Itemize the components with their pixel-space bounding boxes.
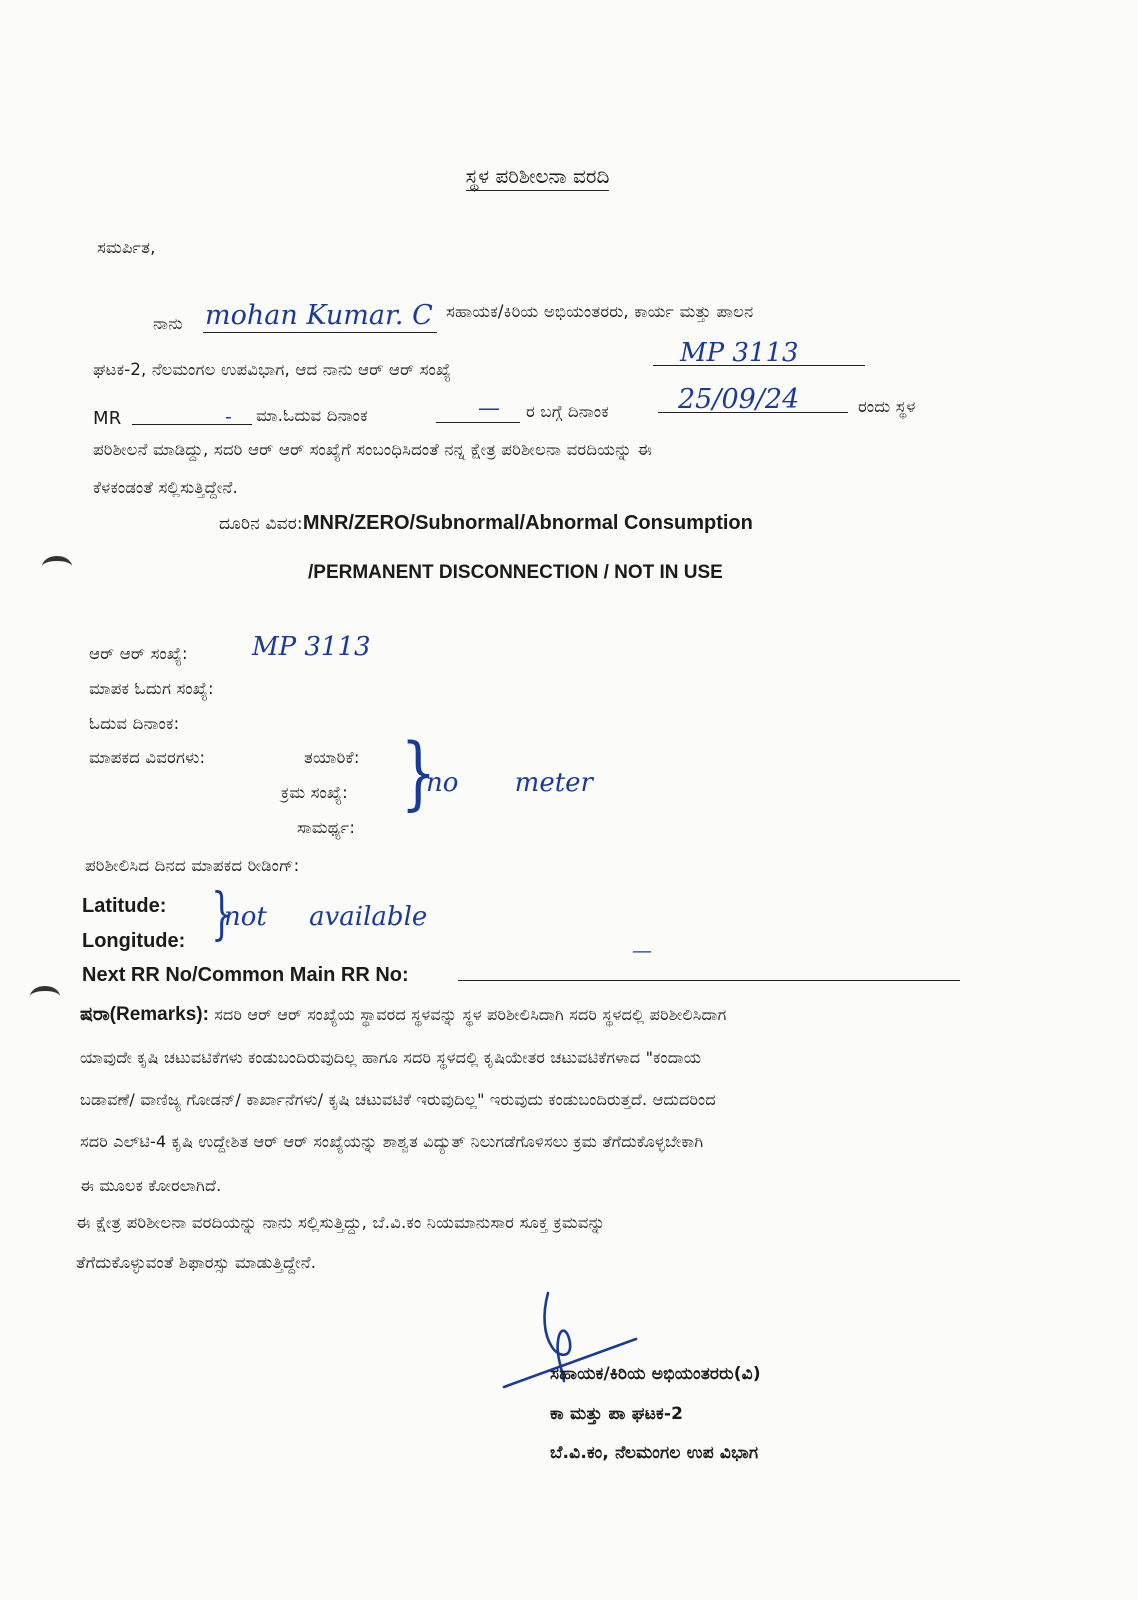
recommendation-line1: ಈ ಕ್ಷೇತ್ರ ಪರಿಶೀಲನಾ ವರದಿಯನ್ನು ನಾನು ಸಲ್ಲಿಸುತ್ತಿದ್ದು, ಬೆ.ವಿ.ಕಂ ನಿಯಮಾನುಸಾರ ಸೂಕ್ತ ಕ್ರಮವನ್ನು: [76, 1213, 606, 1232]
intro-line5: ಕೆಳಕಂಡಂತೆ ಸಲ್ಲಿಸುತ್ತಿದ್ದೇನೆ.: [93, 478, 238, 497]
about-date-label: ರ ಬಗ್ಗೆ ದಿನಾಂಕ: [526, 402, 609, 421]
mr-blank: [132, 424, 252, 425]
complaint-details: [219, 512, 753, 535]
remarks-line3: ಬಡಾವಣೆ/ ವಾಣಿಜ್ಯ ಗೋಡನ್/ ಕಾರ್ಖಾನೆಗಳು/ ಕೃಷಿ ಚಟುವಟಿಕೆ ಇರುವುದಿಲ್ಲ" ಇರುವುದು ಕಂಡುಬಂದಿರುತ್ತದೆ. ಆದುದರಿಂದ: [80, 1090, 716, 1109]
handwritten-meter: no meter: [426, 768, 593, 798]
handwritten-location: not available: [224, 902, 428, 932]
salutation: ಸಮರ್ಪಿತ,: [97, 238, 156, 257]
reading-date-field-label: ಓದುವ ದಿನಾಂಕ:: [89, 714, 180, 733]
remarks-label: ಷರಾ(Remarks):: [80, 1004, 209, 1025]
meter-serial-label: ಕ್ರಮ ಸಂಖ್ಯೆ:: [281, 783, 348, 802]
handwritten-brace: }: [400, 726, 437, 819]
handwritten-mr-dash: -: [225, 404, 232, 428]
meter-make-label: ತಯಾರಿಕೆ:: [304, 748, 360, 767]
longitude-label: Longitude:: [82, 930, 186, 952]
reading-date-label: ಮಾ.ಓದುವ ದಿನಾಂಕ: [256, 406, 368, 425]
remarks-line5: ಈ ಮೂಲಕ ಕೋರಲಾಗಿದೆ.: [80, 1176, 222, 1195]
recommendation-line2: ತೆಗೆದುಕೊಳ್ಳುವಂತೆ ಶಿಫಾರಸ್ಸು ಮಾಡುತ್ತಿದ್ದೇನೆ.: [76, 1253, 317, 1272]
punch-hole-top: [42, 556, 72, 577]
next-rr-blank: [458, 980, 960, 981]
handwritten-brace-2: }: [211, 882, 233, 947]
reading-date-blank: [436, 422, 520, 423]
complaint-label: ದೂರಿನ ವಿವರ:: [219, 514, 303, 534]
handwritten-rr-no-field: MP 3113: [252, 632, 371, 662]
inspection-reading-label: ಪರಿಶೀಲಿಸಿದ ದಿನದ ಮಾಪಕದ ರೀಡಿಂಗ್:: [85, 856, 300, 875]
signatory-designation: ಸಹಾಯಕ/ಕಿರಿಯ ಅಭಿಯಂತರರು(ವಿ): [550, 1364, 761, 1384]
remarks-line4: ಸದರಿ ಎಲ್‌ಟಿ-4 ಕೃಷಿ ಉದ್ದೇಶಿತ ಆರ್ ಆರ್ ಸಂಖ್ಯೆಯನ್ನು ಶಾಶ್ವತ ವಿದ್ಯುತ್ ನಿಲುಗಡೆಗೊಳಿಸಲು ಕ್ರಮ ತೆಗೆದುಕೊಳ್ಳಬೇಕಾಗಿ: [80, 1132, 704, 1151]
punch-hole-bottom: [30, 986, 60, 1007]
intro-line1-start: ನಾನು: [153, 314, 183, 333]
name-blank: [203, 332, 437, 333]
handwritten-date: 25/09/24: [678, 384, 800, 415]
intro-line2: ಘಟಕ-2, ನೆಲಮಂಗಲ ಉಪವಿಭಾಗ, ಆದ ನಾನು ಆರ್ ಆರ್ ಸಂಖ್ಯೆ: [93, 360, 452, 379]
signatory-office: ಬೆ.ವಿ.ಕಂ, ನೆಲಮಂಗಲ ಉಪ ವಿಭಾಗ: [550, 1443, 759, 1463]
signature: [500, 1285, 660, 1405]
handwritten-rr-no: MP 3113: [680, 338, 799, 368]
mr-label: MR: [93, 408, 122, 429]
meter-details-label: ಮಾಪಕದ ವಿವರಗಳು:: [89, 748, 206, 767]
intro-line3-end: ರಂದು ಸ್ಥಳ: [858, 397, 916, 416]
handwritten-name: mohan Kumar. C: [205, 300, 433, 331]
remarks-text1: ಸದರಿ ಆರ್ ಆರ್ ಸಂಖ್ಯೆಯ ಸ್ಥಾವರದ ಸ್ಥಳವನ್ನು ಸ್ಥಳ ಪರಿಶೀಲಿಸಿದಾಗಿ ಸದರಿ ಸ್ಥಳದಲ್ಲಿ ಪರಿಶೀಲಿಸಿದಾಗ: [214, 1005, 727, 1024]
page-title: ಸ್ಥಳ ಪರಿಶೀಲನಾ ವರದಿ: [0, 164, 1075, 188]
intro-line4: ಪರಿಶೀಲನೆ ಮಾಡಿದ್ದು, ಸದರಿ ಆರ್ ಆರ್ ಸಂಖ್ಯೆಗೆ ಸಂಬಂಧಿಸಿದಂತೆ ನನ್ನ ಕ್ಷೇತ್ರ ಪರಿಶೀಲನಾ ವರದಿಯನ್ನು ಈ: [93, 440, 652, 459]
complaint-types-line2: /PERMANENT DISCONNECTION / NOT IN USE: [308, 562, 723, 583]
signatory-unit: ಕಾ ಮತ್ತು ಪಾ ಘಟಕ-2: [550, 1404, 684, 1424]
meter-capacity-label: ಸಾಮರ್ಥ್ಯ:: [297, 818, 356, 837]
handwritten-date-dash: —: [478, 396, 500, 421]
handwritten-next-rr-dash: —: [632, 938, 652, 962]
meter-reader-no-label: ಮಾಪಕ ಓದುಗ ಸಂಖ್ಯೆ:: [89, 679, 214, 698]
remarks-line2: ಯಾವುದೇ ಕೃಷಿ ಚಟುವಟಿಕೆಗಳು ಕಂಡುಬಂದಿರುವುದಿಲ್ಲ ಹಾಗೂ ಸದರಿ ಸ್ಥಳದಲ್ಲಿ ಕೃಷಿಯೇತರ ಚಟುವಟಿಕೆಗಳಾದ "ಕಂದಾಯ: [80, 1048, 702, 1067]
latitude-label: Latitude:: [82, 895, 167, 917]
intro-line1-end: ಸಹಾಯಕ/ಕಿರಿಯ ಅಭಿಯಂತರರು, ಕಾರ್ಯ ಮತ್ತು ಪಾಲನ: [446, 302, 754, 321]
next-rr-label: Next RR No/Common Main RR No:: [82, 964, 409, 986]
complaint-types: MNR/ZERO/Subnormal/Abnormal Consumption: [302, 512, 753, 534]
rr-no-field-label: ಆರ್ ಆರ್ ಸಂಖ್ಯೆ:: [89, 644, 188, 663]
remarks-line1: [80, 1004, 726, 1026]
